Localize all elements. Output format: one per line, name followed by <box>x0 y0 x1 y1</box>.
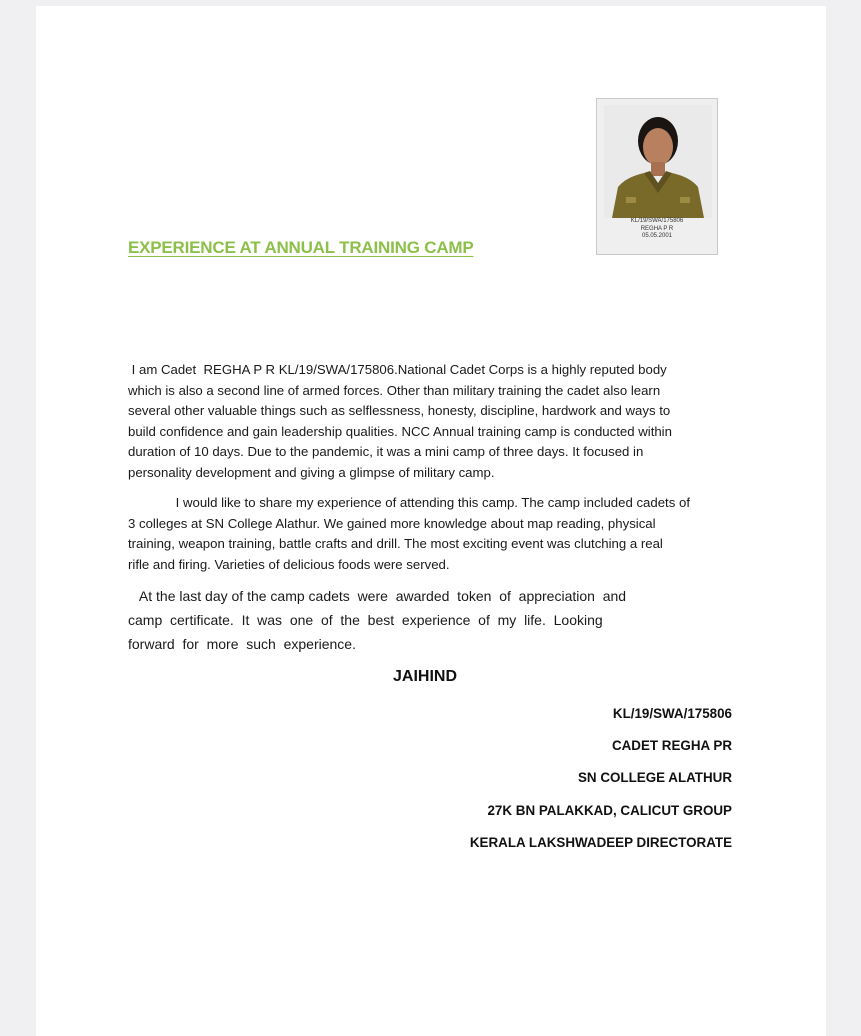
paragraph-intro <box>128 360 738 484</box>
paragraph-line: duration of 10 days. Due to the pandemic, it was a mini camp of three days. It focused in <box>128 444 644 460</box>
paragraph-line: I would like to share my experience of attending this camp. The camp included cadets of <box>128 495 690 510</box>
paragraph-line: personality development and giving a glimpse of military camp. <box>128 464 495 480</box>
signature-regno: KL/19/SWA/175806 <box>612 706 732 721</box>
paragraph-line: camp certificate. It was one of the best experience of my life. Looking <box>128 612 603 628</box>
photo-caption-dob: 05.05.2001 <box>641 233 673 239</box>
document-page <box>36 6 826 1036</box>
signature-name: CADET REGHA PR <box>611 738 732 753</box>
paragraph-line: At the last day of the camp cadets were awarded token of appreciation and <box>128 588 627 604</box>
photo-caption <box>597 218 717 241</box>
photo-caption-name: REGHA P R <box>640 225 674 232</box>
paragraph-line: I am Cadet REGHA P R KL/19/SWA/175806.National Cadet Corps is a highly reputed body <box>128 362 667 377</box>
photo-caption-regno: KL/19/SWA/175806 <box>630 218 684 224</box>
page-title: EXPERIENCE AT ANNUAL TRAINING CAMP <box>128 238 474 257</box>
cadet-portrait-image <box>604 105 712 218</box>
paragraph-line: build confidence and gain leadership qualities. NCC Annual training camp is conducted within <box>128 423 672 439</box>
paragraph-line: which is also a second line of armed forces. Other than military training the cadet also learn <box>128 382 661 398</box>
paragraph-line: forward for more such experience. <box>128 636 356 652</box>
paragraph-line: training, weapon training, battle crafts and drill. The most exciting event was clutching a real <box>128 536 663 552</box>
paragraph-conclusion <box>128 584 738 656</box>
paragraph-line: rifle and firing. Varieties of delicious foods were served. <box>128 556 450 572</box>
paragraph-line: 3 colleges at SN College Alathur. We gained more knowledge about map reading, physical <box>128 515 656 531</box>
signature-college: SN COLLEGE ALATHUR <box>578 770 732 785</box>
passport-photo <box>596 98 718 255</box>
signature-directorate: KERALA LAKSHWADEEP DIRECTORATE <box>469 835 732 850</box>
paragraph-line: several other valuable things such as selflessness, honesty, discipline, hardwork and ways to <box>128 403 671 419</box>
signature-battalion: 27K BN PALAKKAD, CALICUT GROUP <box>487 803 732 818</box>
paragraph-experience <box>128 493 738 575</box>
closing-salutation: JAIHIND <box>393 668 458 685</box>
